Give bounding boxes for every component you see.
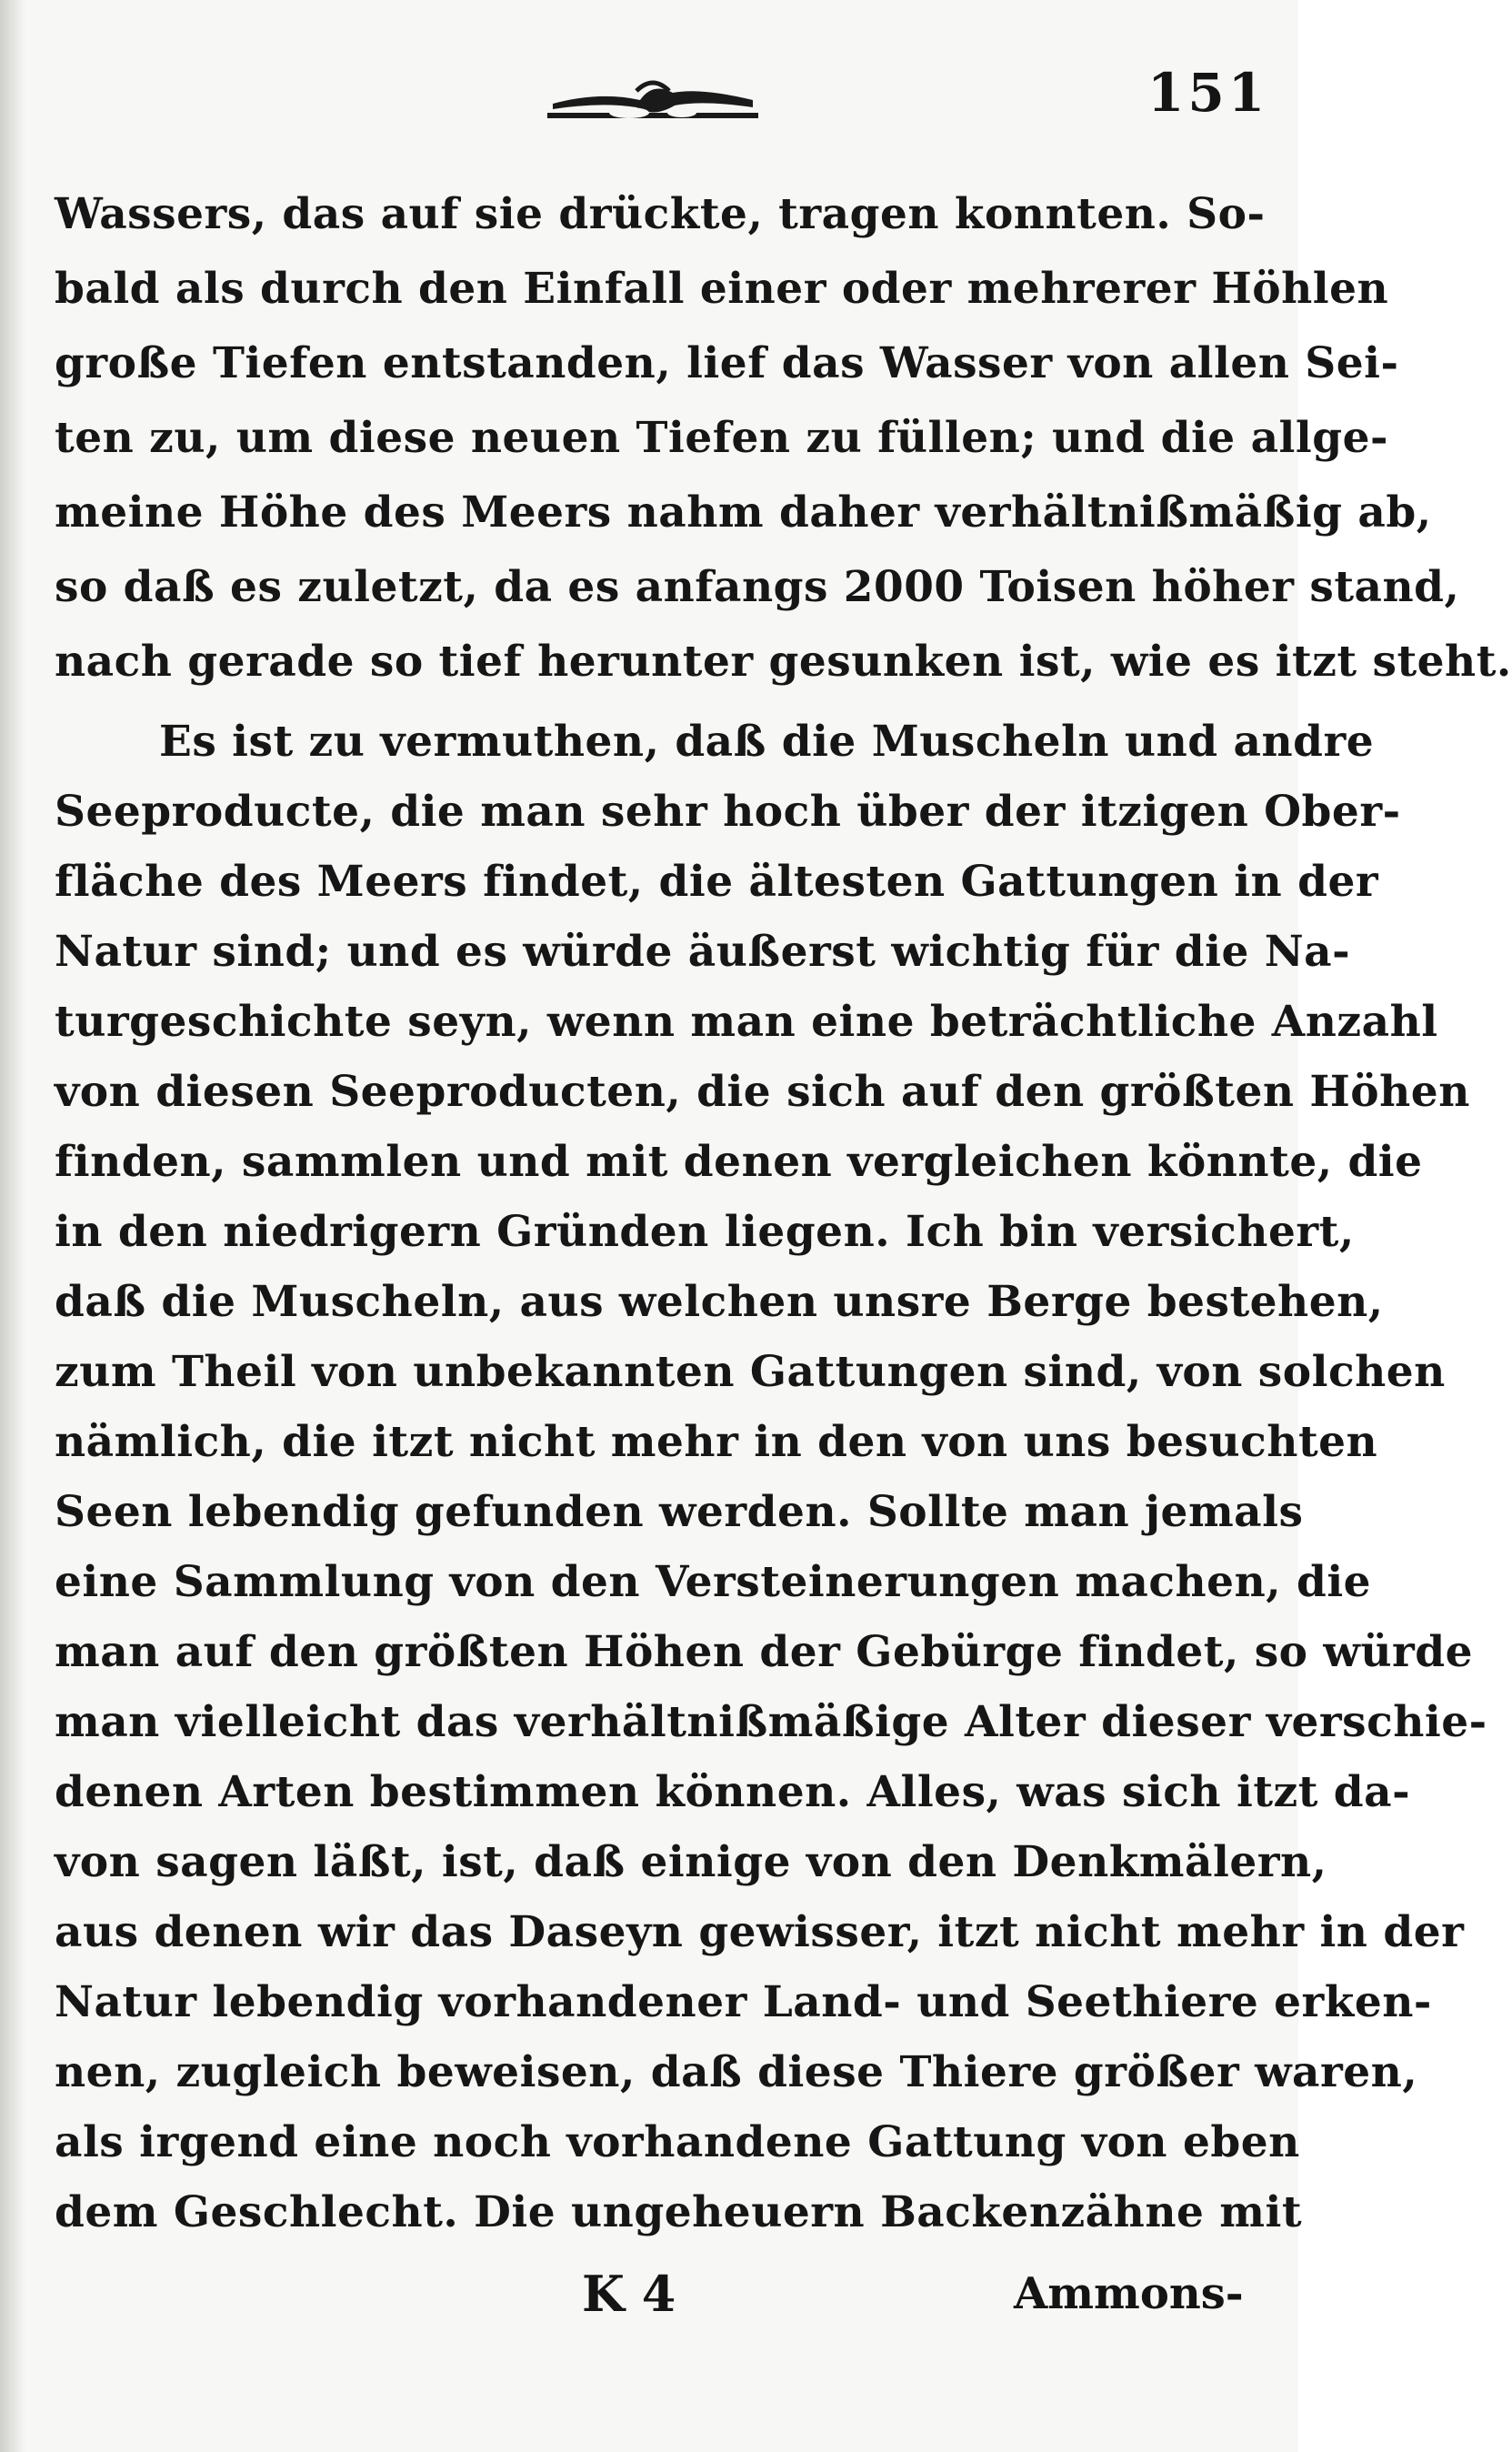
text-line: aus denen wir das Daseyn gewisser, itzt nicht mehr in der	[55, 1907, 1465, 1957]
text-line: nämlich, die itzt nicht mehr in den von uns besuchten	[55, 1417, 1378, 1467]
text-line: in den niedrigern Gründen liegen. Ich bin versichert,	[55, 1207, 1355, 1257]
catchword: Ammons-	[1014, 2268, 1244, 2319]
text-line: nach gerade so tief herunter gesunken ist, wie es itzt steht.	[55, 637, 1512, 687]
text-line: so daß es zuletzt, da es anfangs 2000 Toisen höher stand,	[55, 562, 1460, 612]
text-line: fläche des Meers findet, die ältesten Gattungen in der	[55, 857, 1379, 907]
text-line: große Tiefen entstanden, lief das Wasser von allen Sei-	[55, 338, 1399, 388]
decorative-headpiece-icon	[546, 73, 760, 129]
text-line: eine Sammlung von den Versteinerungen machen, die	[55, 1557, 1372, 1607]
signature-mark: K 4	[582, 2265, 676, 2323]
text-line: Natur sind; und es würde äußerst wichtig für die Na-	[55, 927, 1351, 977]
text-line: denen Arten bestimmen können. Alles, was sich itzt da-	[55, 1767, 1411, 1817]
text-line: turgeschichte seyn, wenn man eine beträchtliche Anzahl	[55, 997, 1438, 1047]
text-line: Wassers, das auf sie drückte, tragen konnten. So-	[55, 189, 1266, 239]
text-line: nen, zugleich beweisen, daß diese Thiere größer waren,	[55, 2047, 1418, 2097]
text-line: dem Geschlecht. Die ungeheuern Backenzähne mit	[55, 2187, 1303, 2237]
text-line: von diesen Seeproducten, die sich auf den größten Höhen	[55, 1067, 1470, 1117]
text-line: man auf den größten Höhen der Gebürge findet, so würde	[55, 1627, 1474, 1677]
text-line: als irgend eine noch vorhandene Gattung von eben	[55, 2117, 1300, 2167]
text-line: Seen lebendig gefunden werden. Sollte man jemals	[55, 1487, 1304, 1537]
text-line: Es ist zu vermuthen, daß die Muscheln und andre	[159, 717, 1375, 767]
text-line: meine Höhe des Meers nahm daher verhältnißmäßig ab,	[55, 487, 1432, 538]
text-line: man vielleicht das verhältnißmäßige Alter dieser verschie-	[55, 1697, 1487, 1747]
text-line: daß die Muscheln, aus welchen unsre Berge bestehen,	[55, 1277, 1384, 1327]
text-line: Seeproducte, die man sehr hoch über der itzigen Ober-	[55, 787, 1401, 837]
text-line: bald als durch den Einfall einer oder mehrerer Höhlen	[55, 264, 1389, 314]
text-line: ten zu, um diese neuen Tiefen zu füllen; und die allge-	[55, 413, 1389, 463]
text-line: finden, sammlen und mit denen vergleichen könnte, die	[55, 1137, 1423, 1187]
text-line: zum Theil von unbekannten Gattungen sind, von solchen	[55, 1347, 1446, 1397]
text-line: Natur lebendig vorhandener Land- und Seethiere erken-	[55, 1977, 1432, 2027]
text-line: von sagen läßt, ist, daß einige von den Denkmälern,	[55, 1837, 1327, 1887]
page-number: 151	[1147, 62, 1269, 124]
